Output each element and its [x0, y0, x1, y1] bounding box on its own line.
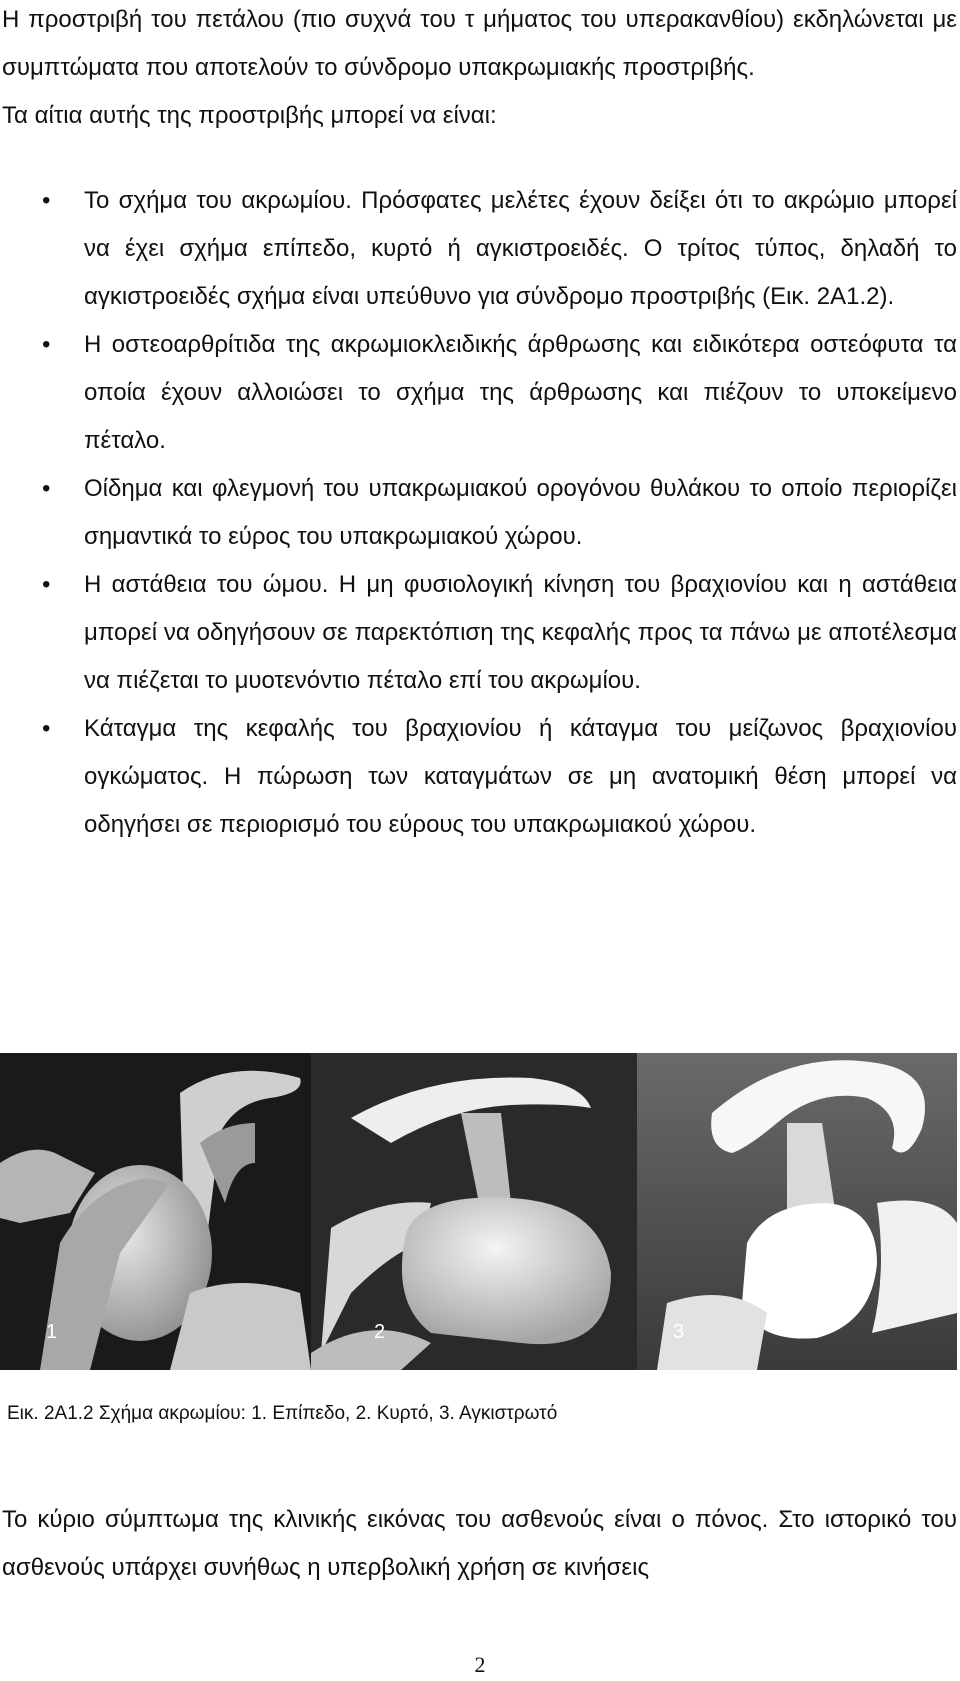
figure-number: 2 [374, 1321, 386, 1343]
figure-number: 1 [46, 1321, 58, 1343]
bullet-icon: • [42, 475, 51, 502]
intro-text: Η προστριβή του πετάλου (πιο συχνά του τ μήματος του υπερακανθίου) εκδηλώνεται με συμπτώματα που αποτελούν το σύνδρομο υπακρωμιακής προστριβής. [2, 6, 957, 81]
bullet-icon: • [42, 331, 51, 358]
acromion-flat-image [0, 1053, 311, 1370]
intro-paragraph [2, 0, 957, 140]
figure-number: 3 [673, 1321, 685, 1343]
acromion-curved-photo-icon [311, 1053, 637, 1370]
list-item: • Κάταγμα της κεφαλής του βραχιονίου ή κάταγμα του μείζωνος βραχιονίου ογκώματος. Η πώρωση των καταγμάτων σε μη ανατομική θέση μπορεί να οδηγήσει σε περιορισμό του εύρους του υπακρωμιακού χώρου. [0, 705, 957, 849]
outro-paragraph [2, 1496, 957, 1592]
outro-text: Το κύριο σύμπτωμα της κλινικής εικόνας του ασθενούς είναι ο πόνος. Στο ιστορικό του ασθενούς υπάρχει συνήθως η υπερβολική χρήση σε κινήσεις [2, 1506, 957, 1581]
bullet-icon: • [42, 187, 51, 214]
acromion-hooked-image [637, 1053, 957, 1370]
bullet-icon: • [42, 715, 51, 742]
list-item: • Η οστεοαρθρίτιδα της ακρωμιοκλειδικής άρθρωσης και ειδικότερα οστεόφυτα τα οποία έχουν αλλοιώσει το σχήμα της άρθρωσης και πιέζουν το υποκείμενο πέταλο. [0, 321, 957, 465]
acromion-curved-image [311, 1053, 637, 1370]
causes-heading: Τα αίτια αυτής της προστριβής μπορεί να είναι: [2, 102, 497, 129]
list-item: • Οίδημα και φλεγμονή του υπακρωμιακού ορογόνου θυλάκου το οποίο περιορίζει σημαντικά το εύρος του υπακρωμιακού χώρου. [0, 465, 957, 561]
page-number: 2 [474, 1652, 486, 1677]
causes-list [0, 177, 957, 849]
acromion-hooked-photo-icon [637, 1053, 957, 1370]
figure-caption: Εικ. 2Α1.2 Σχήμα ακρωμίου: 1. Επίπεδο, 2. Κυρτό, 3. Αγκιστρωτό [7, 1403, 558, 1424]
bullet-icon: • [42, 571, 51, 598]
list-item: • Το σχήμα του ακρωμίου. Πρόσφατες μελέτες έχουν δείξει ότι το ακρώμιο μπορεί να έχει σχήμα επίπεδο, κυρτό ή αγκιστροειδές. Ο τρίτος τύπος, δηλαδή το αγκιστροειδές σχήμα είναι υπεύθυνο για σύνδρομο προστριβής (Εικ. 2Α1.2). [0, 177, 957, 321]
list-item: • Η αστάθεια του ώμου. Η μη φυσιολογική κίνηση του βραχιονίου και η αστάθεια μπορεί να οδηγήσουν σε παρεκτόπιση της κεφαλής προς τα πάνω με αποτέλεσμα να πιέζεται το μυοτενόντιο πέταλο επί του ακρωμίου. [0, 561, 957, 705]
